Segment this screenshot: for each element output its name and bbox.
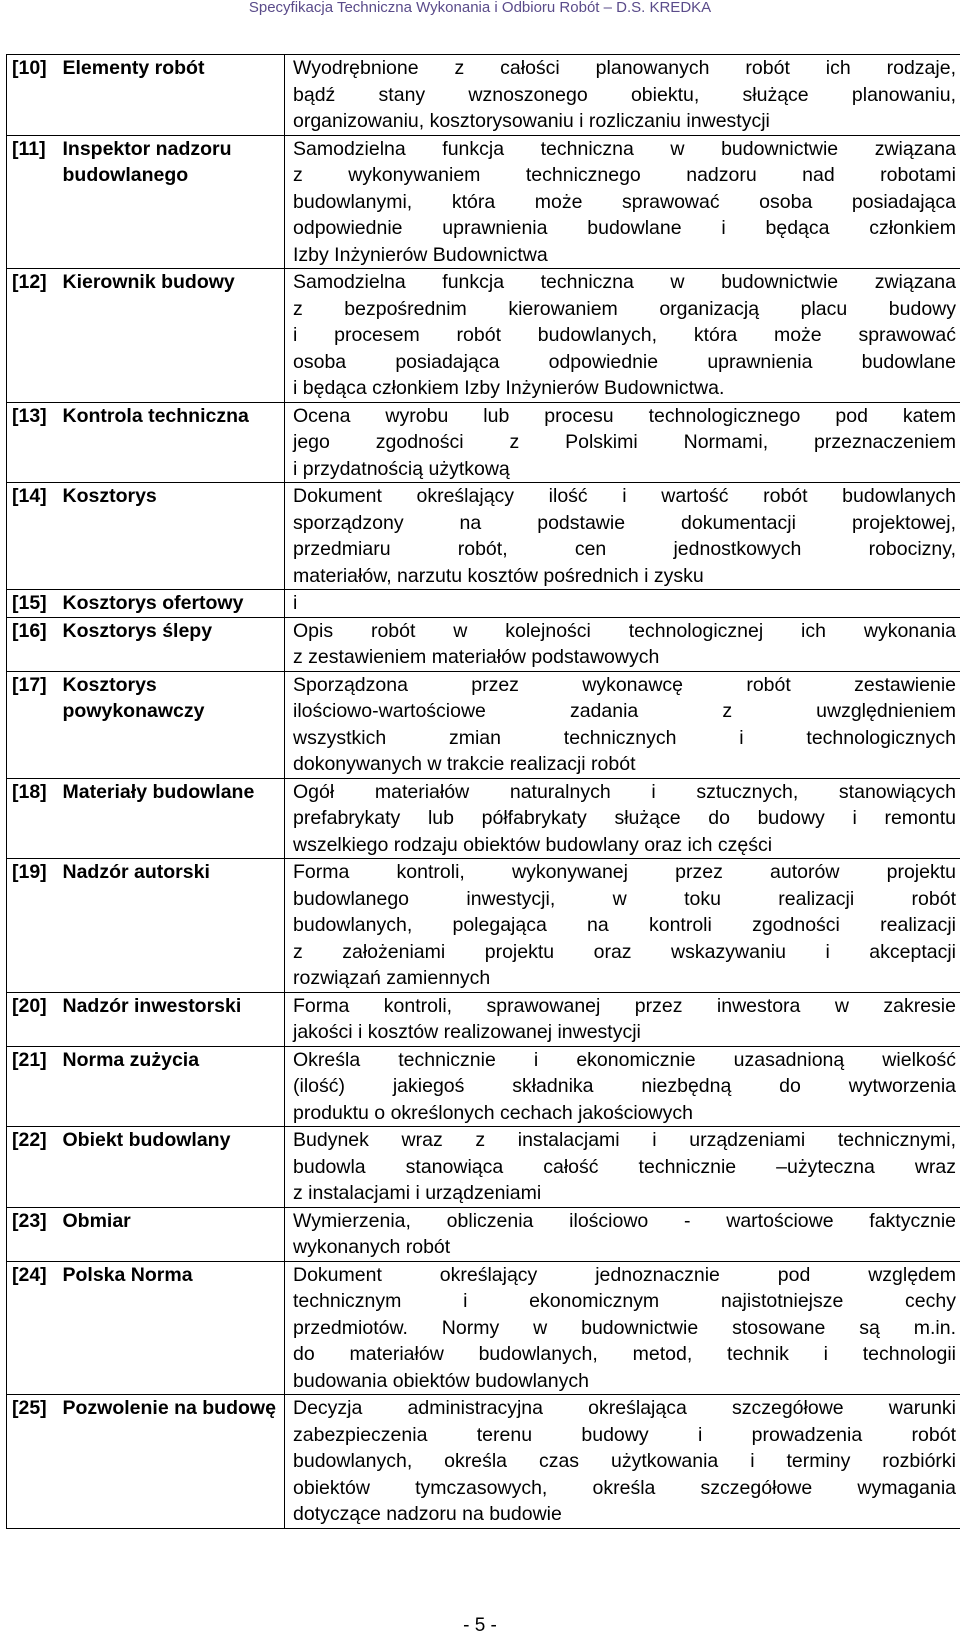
- description-line: Forma kontroli, sprawowanej przez inwestora w zakresie: [293, 994, 956, 1017]
- description-line: Opis robót w kolejności technologicznej ich wykonania: [293, 619, 956, 642]
- definition-code: [10]: [7, 55, 59, 136]
- description-line: Określa technicznie i ekonomicznie uzasadnioną wielkość: [293, 1048, 956, 1071]
- description-line: Izby Inżynierów Budownictwa: [293, 243, 548, 266]
- description-line: i: [293, 592, 298, 614]
- description-line: do materiałów budowlanych, metod, technik i technologii: [293, 1343, 956, 1365]
- definition-row: [7, 1261, 960, 1395]
- definition-row: [7, 269, 960, 403]
- definition-term: Kierownik budowy: [59, 269, 285, 403]
- definition-term: Kontrola techniczna: [59, 402, 285, 483]
- definition-description: [285, 269, 960, 403]
- description-line: osoba posiadająca odpowiednie uprawnienia budowlane: [293, 350, 956, 373]
- definition-description: [285, 778, 960, 859]
- description-line: wykonanych robót: [293, 1236, 451, 1258]
- description-line: Wyodrębnione z całości planowanych robót ich rodzaje,: [293, 57, 956, 79]
- definition-term: Norma zużycia: [59, 1046, 285, 1127]
- description-line: Forma kontroli, wykonywanej przez autorów projektu: [293, 861, 956, 883]
- definition-row: [7, 859, 960, 993]
- definition-code: [24]: [7, 1261, 59, 1395]
- definitions-table-body: [7, 55, 960, 1529]
- definition-term: Kosztorys powykonawczy: [59, 671, 285, 778]
- definition-row: [7, 1127, 960, 1208]
- definition-description: [285, 1395, 960, 1529]
- definition-description: [285, 992, 960, 1046]
- description-line: z zestawieniem materiałów podstawowych: [293, 646, 660, 668]
- definition-term: Obmiar: [59, 1207, 285, 1261]
- description-line: Dokument określający jednoznacznie pod względem: [293, 1263, 956, 1286]
- definition-row: [7, 671, 960, 778]
- definition-row: [7, 55, 960, 136]
- description-line: sporządzony na podstawie dokumentacji projektowej,: [293, 511, 956, 534]
- description-line: budowania obiektów budowlanych: [293, 1369, 589, 1392]
- definitions-table: [6, 54, 960, 1529]
- description-line: (ilość) jakiegoś składnika niezbędną do wytworzenia: [293, 1075, 956, 1097]
- description-line: organizowaniu, kosztorysowaniu i rozliczaniu inwestycji: [293, 110, 770, 132]
- description-line: Wymierzenia, obliczenia ilościowo - wartościowe faktycznie: [293, 1209, 956, 1232]
- definition-description: [285, 483, 960, 590]
- description-line: dokonywanych w trakcie realizacji robót: [293, 753, 636, 775]
- description-line: i przydatnością użytkową: [293, 457, 510, 480]
- definition-term: Kosztorys ofertowy: [59, 590, 285, 618]
- description-line: budowlanego inwestycji, w toku realizacji robót: [293, 887, 956, 910]
- description-line: z bezpośrednim kierowaniem organizacją placu budowy: [293, 297, 956, 320]
- definition-row: [7, 992, 960, 1046]
- description-line: technicznym i ekonomicznym najistotniejsze cechy: [293, 1290, 956, 1312]
- description-line: Samodzielna funkcja techniczna w budownictwie związana: [293, 137, 956, 160]
- definition-code: [15]: [7, 590, 59, 618]
- description-line: ilościowo-wartościowe zadania z uwzględnieniem: [293, 700, 956, 722]
- definition-term: Nadzór inwestorski: [59, 992, 285, 1046]
- definition-code: [20]: [7, 992, 59, 1046]
- description-line: produktu o określonych cechach jakościowych: [293, 1101, 693, 1124]
- description-line: Ocena wyrobu lub procesu technologicznego pod katem: [293, 404, 956, 427]
- definition-term: Materiały budowlane: [59, 778, 285, 859]
- definition-row: [7, 778, 960, 859]
- definition-row: [7, 402, 960, 483]
- definition-code: [12]: [7, 269, 59, 403]
- definition-code: [22]: [7, 1127, 59, 1208]
- description-line: odpowiednie uprawnienia budowlane i będąca członkiem: [293, 217, 956, 239]
- description-line: przedmiaru robót, cen jednostkowych robocizny,: [293, 538, 956, 560]
- description-line: Dokument określający ilość i wartość robót budowlanych: [293, 485, 956, 507]
- description-line: jakości i kosztów realizowanej inwestycji: [293, 1021, 641, 1043]
- page-header: Specyfikacja Techniczna Wykonania i Odbioru Robót – D.S. KREDKA: [248, 0, 712, 16]
- description-line: budowlanych, polegająca na kontroli zgodności realizacji: [293, 914, 956, 936]
- definition-code: [14]: [7, 483, 59, 590]
- description-line: wszelkiego rodzaju obiektów budowlany oraz ich części: [293, 833, 773, 856]
- definition-term: Obiekt budowlany: [59, 1127, 285, 1208]
- description-line: rozwiązań zamiennych: [293, 967, 491, 989]
- definition-description: [285, 1261, 960, 1395]
- definition-description: [285, 402, 960, 483]
- description-line: z instalacjami i urządzeniami: [293, 1182, 542, 1204]
- description-line: jego zgodności z Polskimi Normami, przeznaczeniem: [293, 431, 956, 453]
- definition-description: [285, 1046, 960, 1127]
- definition-code: [19]: [7, 859, 59, 993]
- description-line: bądź stany wznoszonego obiektu, służące planowaniu,: [293, 83, 956, 106]
- description-line: budowlanymi, która może sprawować osoba posiadająca: [293, 190, 956, 213]
- definition-term: Elementy robót: [59, 55, 285, 136]
- definition-row: [7, 1395, 960, 1529]
- definition-description: [285, 135, 960, 269]
- description-line: przedmiotów. Normy w budownictwie stosowane są m.in.: [293, 1316, 956, 1339]
- definition-code: [23]: [7, 1207, 59, 1261]
- definition-code: [16]: [7, 617, 59, 671]
- definition-code: [11]: [7, 135, 59, 269]
- definition-description: [285, 859, 960, 993]
- page-number: - 5 -: [463, 1615, 497, 1636]
- definition-row: [7, 483, 960, 590]
- description-line: wszystkich zmian technicznych i technologicznych: [293, 726, 956, 749]
- definition-code: [18]: [7, 778, 59, 859]
- definition-term: Pozwolenie na budowę: [59, 1395, 285, 1529]
- description-line: z założeniami projektu oraz wskazywaniu i akceptacji: [293, 940, 956, 963]
- definition-row: [7, 1046, 960, 1127]
- definition-description: [285, 590, 960, 618]
- description-line: obiektów tymczasowych, określa szczegółowe wymagania: [293, 1476, 956, 1499]
- definition-description: [285, 671, 960, 778]
- description-line: Samodzielna funkcja techniczna w budownictwie związana: [293, 271, 956, 293]
- definition-term: Nadzór autorski: [59, 859, 285, 993]
- definition-description: [285, 1207, 960, 1261]
- definition-code: [13]: [7, 402, 59, 483]
- description-line: zabezpieczenia terenu budowy i prowadzenia robót: [293, 1423, 956, 1446]
- description-line: Ogół materiałów naturalnych i sztucznych, stanowiących: [293, 780, 956, 803]
- definition-row: [7, 590, 960, 618]
- description-line: budowla stanowiąca całość technicznie –użyteczna wraz: [293, 1155, 956, 1178]
- definition-term: Kosztorys: [59, 483, 285, 590]
- description-line: prefabrykaty lub półfabrykaty służące do budowy i remontu: [293, 807, 956, 829]
- definition-term: Polska Norma: [59, 1261, 285, 1395]
- description-line: i procesem robót budowlanych, która może sprawować: [293, 324, 956, 346]
- description-line: z wykonywaniem technicznego nadzoru nad robotami: [293, 164, 956, 186]
- definition-row: [7, 617, 960, 671]
- description-line: Budynek wraz z instalacjami i urządzeniami technicznymi,: [293, 1129, 956, 1151]
- description-line: i będąca członkiem Izby Inżynierów Budownictwa.: [293, 377, 725, 399]
- definition-term: Inspektor nadzoru budowlanego: [59, 135, 285, 269]
- definition-code: [21]: [7, 1046, 59, 1127]
- description-line: materiałów, narzutu kosztów pośrednich i zysku: [293, 564, 704, 587]
- description-line: Decyzja administracyjna określająca szczegółowe warunki: [293, 1397, 956, 1419]
- description-line: budowlanych, określa czas użytkowania i terminy rozbiórki: [293, 1450, 956, 1472]
- definition-description: [285, 1127, 960, 1208]
- definition-code: [17]: [7, 671, 59, 778]
- definition-row: [7, 1207, 960, 1261]
- definition-row: [7, 135, 960, 269]
- definition-code: [25]: [7, 1395, 59, 1529]
- definition-description: [285, 55, 960, 136]
- description-line: Sporządzona przez wykonawcę robót zestawienie: [293, 673, 956, 696]
- definition-term: Kosztorys ślepy: [59, 617, 285, 671]
- definition-description: [285, 617, 960, 671]
- description-line: dotyczące nadzoru na budowie: [293, 1503, 562, 1525]
